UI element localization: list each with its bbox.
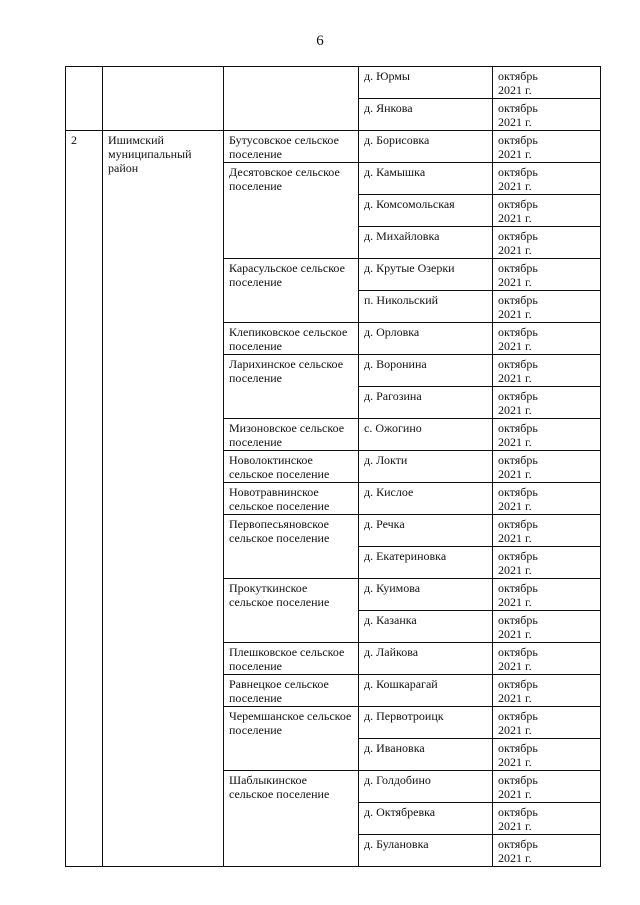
date-cell: октябрь 2021 г.	[493, 483, 601, 515]
date-cell: октябрь 2021 г.	[493, 675, 601, 707]
municipality-cell	[224, 67, 359, 131]
municipality-cell: Новолоктинское сельское поселение	[224, 451, 359, 483]
settlement-cell: д. Рагозина	[359, 387, 493, 419]
date-cell: октябрь 2021 г.	[493, 131, 601, 163]
date-cell: октябрь 2021 г.	[493, 579, 601, 611]
date-cell: октябрь 2021 г.	[493, 99, 601, 131]
date-cell: октябрь 2021 г.	[493, 259, 601, 291]
district-cell: Ишимский муниципальный район	[103, 131, 224, 867]
municipality-cell: Шаблыкинское сельское поселение	[224, 771, 359, 867]
settlement-cell: д. Юрмы	[359, 67, 493, 99]
municipality-cell: Бутусовское сельское поселение	[224, 131, 359, 163]
settlement-cell: д. Речка	[359, 515, 493, 547]
municipality-cell: Десятовское сельское поселение	[224, 163, 359, 259]
date-cell: октябрь 2021 г.	[493, 67, 601, 99]
date-cell: октябрь 2021 г.	[493, 227, 601, 259]
date-cell: октябрь 2021 г.	[493, 451, 601, 483]
table-row	[66, 67, 601, 99]
date-cell: октябрь 2021 г.	[493, 547, 601, 579]
settlement-cell: д. Кислое	[359, 483, 493, 515]
municipality-cell: Первопесьяновское сельское поселение	[224, 515, 359, 579]
date-cell: октябрь 2021 г.	[493, 195, 601, 227]
settlement-cell: д. Локти	[359, 451, 493, 483]
settlement-cell: д. Ивановка	[359, 739, 493, 771]
municipality-cell: Равнецкое сельское поселение	[224, 675, 359, 707]
municipality-cell: Клепиковское сельское поселение	[224, 323, 359, 355]
municipality-cell: Ларихинское сельское поселение	[224, 355, 359, 419]
date-cell: октябрь 2021 г.	[493, 739, 601, 771]
date-cell: октябрь 2021 г.	[493, 355, 601, 387]
date-cell: октябрь 2021 г.	[493, 803, 601, 835]
row-number-cell	[66, 67, 103, 131]
date-cell: октябрь 2021 г.	[493, 387, 601, 419]
settlement-cell: д. Орловка	[359, 323, 493, 355]
date-cell: октябрь 2021 г.	[493, 707, 601, 739]
municipality-cell: Прокуткинское сельское поселение	[224, 579, 359, 643]
settlement-cell: д. Казанка	[359, 611, 493, 643]
row-number-cell: 2	[66, 131, 103, 867]
settlement-cell: д. Кошкарагай	[359, 675, 493, 707]
settlement-cell: д. Михайловка	[359, 227, 493, 259]
page-number: 6	[316, 33, 324, 49]
settlement-cell: д. Голдобино	[359, 771, 493, 803]
municipality-cell: Карасульское сельское поселение	[224, 259, 359, 323]
table-row	[66, 131, 601, 163]
settlement-cell: д. Екатериновка	[359, 547, 493, 579]
date-cell: октябрь 2021 г.	[493, 323, 601, 355]
date-cell: октябрь 2021 г.	[493, 835, 601, 867]
date-cell: октябрь 2021 г.	[493, 515, 601, 547]
settlement-cell: д. Крутые Озерки	[359, 259, 493, 291]
settlement-cell: п. Никольский	[359, 291, 493, 323]
date-cell: октябрь 2021 г.	[493, 419, 601, 451]
settlement-cell: с. Ожогино	[359, 419, 493, 451]
settlement-cell: д. Комсомольская	[359, 195, 493, 227]
date-cell: октябрь 2021 г.	[493, 771, 601, 803]
municipality-cell: Новотравнинское сельское поселение	[224, 483, 359, 515]
settlement-cell: д. Куимова	[359, 579, 493, 611]
date-cell: октябрь 2021 г.	[493, 291, 601, 323]
settlement-cell: д. Воронина	[359, 355, 493, 387]
settlement-cell: д. Камышка	[359, 163, 493, 195]
municipality-cell: Мизоновское сельское поселение	[224, 419, 359, 451]
table-body	[66, 67, 601, 867]
settlement-cell: д. Первотроицк	[359, 707, 493, 739]
settlement-cell: д. Лайкова	[359, 643, 493, 675]
date-cell: октябрь 2021 г.	[493, 643, 601, 675]
settlements-table	[65, 66, 601, 867]
district-cell	[103, 67, 224, 131]
settlement-cell: д. Борисовка	[359, 131, 493, 163]
settlement-cell: д. Октябревка	[359, 803, 493, 835]
settlement-cell: д. Булановка	[359, 835, 493, 867]
date-cell: октябрь 2021 г.	[493, 163, 601, 195]
municipality-cell: Плешковское сельское поселение	[224, 643, 359, 675]
municipality-cell: Черемшанское сельское поселение	[224, 707, 359, 771]
date-cell: октябрь 2021 г.	[493, 611, 601, 643]
settlement-cell: д. Янкова	[359, 99, 493, 131]
